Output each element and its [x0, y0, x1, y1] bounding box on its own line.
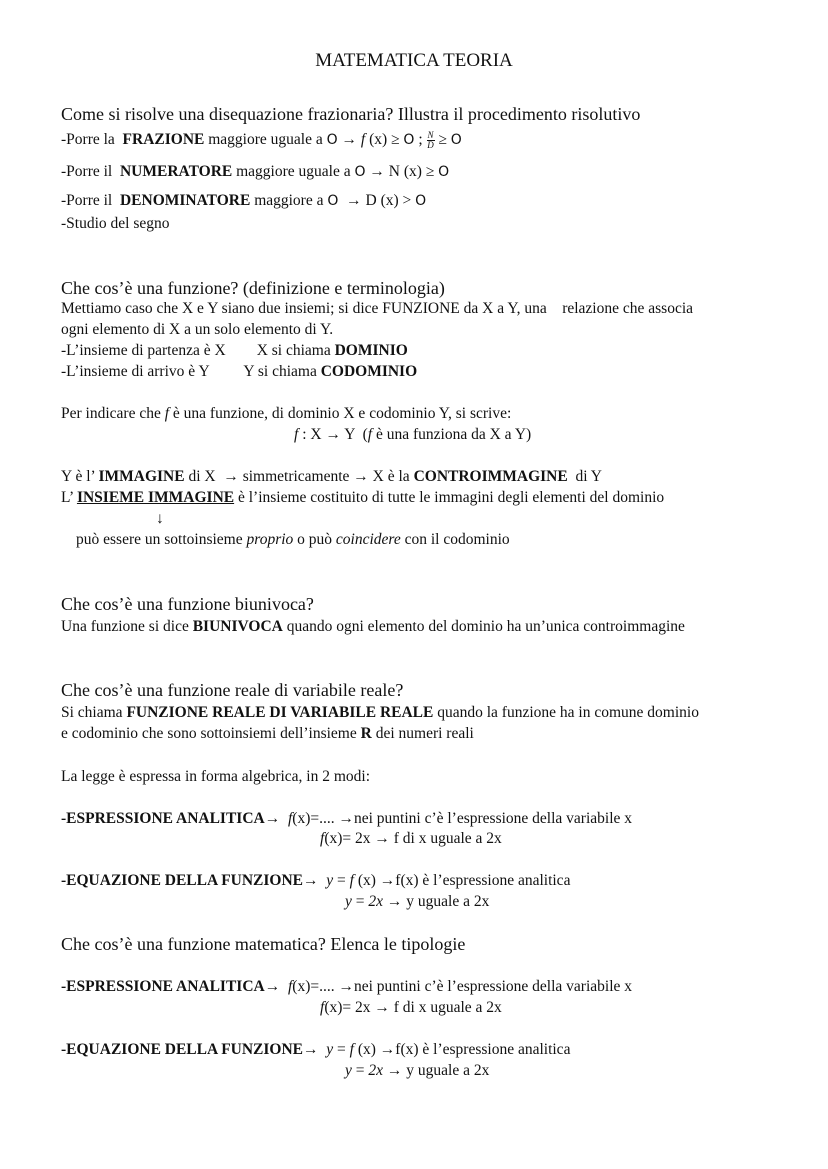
- text-segment: CONTROIMMAGINE: [413, 468, 568, 485]
- text-segment: 2x: [368, 1062, 384, 1079]
- text-segment: dei numeri reali: [371, 725, 474, 742]
- denominator: D: [427, 139, 434, 150]
- step-line: [61, 130, 462, 150]
- text-segment: con il codominio: [400, 531, 510, 548]
- formula-line: [320, 998, 502, 1018]
- step-line: [61, 191, 426, 211]
- text-segment: Una funzione si dice: [61, 618, 193, 635]
- text-segment: è una funziona da X a Y): [372, 426, 532, 443]
- text-segment: f: [164, 405, 170, 422]
- text-segment: (x)= 2x → f di x uguale a 2x: [324, 999, 502, 1016]
- text-segment: CODOMINIO: [320, 363, 418, 380]
- text-segment: f: [320, 999, 325, 1016]
- text-segment: f: [287, 978, 293, 995]
- text-segment: y: [345, 893, 352, 910]
- text-segment: → y uguale a 2x: [383, 1062, 490, 1079]
- text-segment: O: [327, 193, 339, 209]
- formula-line: [345, 892, 489, 912]
- formula-line: [345, 1061, 489, 1081]
- text-segment: O: [354, 164, 366, 180]
- text-segment: può essere un sottoinsieme: [76, 531, 247, 548]
- text-segment: di X → simmetricamente → X è la: [184, 468, 414, 485]
- text-segment: (x)=.... →nei puntini c’è l’espressione della variabile x: [292, 810, 633, 827]
- text-segment: coincidere: [335, 531, 401, 548]
- text-segment: Che cos’è una funzione reale di variabile reale?: [61, 680, 404, 700]
- text-segment: Per indicare che: [61, 405, 165, 422]
- text-segment: f: [349, 872, 354, 889]
- question-heading: [61, 934, 465, 954]
- text-segment: =: [333, 1041, 350, 1058]
- text-segment: (x) ≥: [365, 131, 404, 148]
- text-line: [61, 404, 511, 424]
- text-segment: -L’insieme di arrivo è Y Y si chiama: [61, 363, 321, 380]
- text-line: [61, 467, 602, 487]
- text-segment: -Porre il: [61, 192, 120, 209]
- page-title: MATEMATICA TEORIA: [315, 50, 513, 71]
- text-line: [61, 362, 417, 382]
- text-segment: Che cos’è una funzione? (definizione e terminologia): [61, 278, 445, 298]
- text-line: [61, 617, 685, 637]
- text-segment: =: [351, 1062, 369, 1079]
- text-segment: maggiore uguale a: [204, 131, 327, 148]
- text-segment: Y è l’: [61, 468, 99, 485]
- text-line: [61, 1040, 570, 1060]
- text-segment: f: [287, 810, 293, 827]
- text-line: [61, 871, 570, 891]
- text-segment: proprio: [246, 531, 294, 548]
- text-segment: -Porre il: [61, 163, 120, 180]
- text-line: [61, 299, 693, 319]
- text-segment: ogni elemento di X a un solo elemento di Y.: [61, 321, 334, 338]
- fraction: [427, 131, 435, 150]
- formula-line: [294, 425, 531, 445]
- text-segment: (x) →f(x) è l’espressione analitica: [353, 1041, 571, 1058]
- question-heading: [61, 278, 445, 298]
- text-segment: Che cos’è una funzione matematica? Elenca le tipologie: [61, 934, 466, 954]
- text-segment: ↓: [156, 510, 164, 527]
- text-segment: Come si risolve una disequazione frazionaria? Illustra il procedimento risolutivo: [61, 104, 641, 124]
- text-segment: O: [450, 132, 462, 148]
- down-arrow-icon: [156, 509, 164, 529]
- text-segment: La legge è espressa in forma algebrica, in 2 modi:: [61, 768, 371, 785]
- text-segment: f: [360, 131, 366, 148]
- text-segment: IMMAGINE: [98, 468, 185, 485]
- text-segment: f: [367, 426, 373, 443]
- text-segment: O: [326, 132, 338, 148]
- text-segment: [280, 810, 288, 827]
- text-segment: [280, 978, 288, 995]
- text-segment: maggiore a: [250, 192, 328, 209]
- text-segment: -Porre la: [61, 131, 123, 148]
- text-segment: y: [345, 1062, 352, 1079]
- text-segment: R: [360, 725, 372, 742]
- text-segment: f: [294, 426, 299, 443]
- text-segment: 2x: [368, 893, 384, 910]
- text-segment: f: [320, 830, 325, 847]
- text-segment: → N (x) ≥: [365, 163, 439, 180]
- text-line: [61, 977, 632, 997]
- text-line: [61, 488, 664, 508]
- text-segment: : X → Y (: [298, 426, 368, 443]
- text-segment: L’: [61, 489, 77, 506]
- text-segment: FRAZIONE: [122, 131, 205, 148]
- text-segment: FUNZIONE REALE DI VARIABILE REALE: [126, 704, 434, 721]
- text-segment: -ESPRESSIONE ANALITICA→: [61, 810, 281, 827]
- text-segment: (x)=.... →nei puntini c’è l’espressione della variabile x: [292, 978, 633, 995]
- text-segment: -L’insieme di partenza è X X si chiama: [61, 342, 335, 359]
- text-segment: Che cos’è una funzione biunivoca?: [61, 594, 314, 614]
- text-segment: di Y: [567, 468, 603, 485]
- text-segment: maggiore uguale a: [232, 163, 355, 180]
- text-segment: -EQUAZIONE DELLA FUNZIONE→: [61, 1041, 319, 1058]
- text-line: [61, 320, 333, 340]
- text-segment: →: [337, 131, 361, 148]
- formula-line: [320, 829, 502, 849]
- text-line: [76, 530, 510, 550]
- text-segment: O: [415, 193, 427, 209]
- question-heading: [61, 594, 314, 614]
- text-segment: ;: [414, 131, 427, 148]
- text-segment: quando la funzione ha in comune dominio: [433, 704, 699, 721]
- text-segment: INSIEME IMMAGINE: [76, 489, 235, 506]
- text-segment: O: [403, 132, 415, 148]
- text-line: [61, 809, 632, 829]
- text-segment: (x) →f(x) è l’espressione analitica: [353, 872, 571, 889]
- text-line: [61, 703, 699, 723]
- text-segment: O: [438, 164, 450, 180]
- text-line: [61, 724, 474, 744]
- text-segment: Si chiama: [61, 704, 127, 721]
- text-segment: Mettiamo caso che X e Y siano due insiemi; si dice FUNZIONE da X a Y, una relazione che associa: [61, 300, 694, 317]
- text-segment: è una funzione, di dominio X e codominio Y, si scrive:: [169, 405, 512, 422]
- text-segment: NUMERATORE: [119, 163, 233, 180]
- text-segment: e codominio che sono sottoinsiemi dell’insieme: [61, 725, 361, 742]
- question-heading: [61, 104, 640, 124]
- step-line: [61, 162, 449, 182]
- text-segment: -Studio del segno: [61, 215, 170, 232]
- text-segment: =: [351, 893, 369, 910]
- text-segment: -EQUAZIONE DELLA FUNZIONE→: [61, 872, 319, 889]
- text-segment: (x)= 2x → f di x uguale a 2x: [324, 830, 502, 847]
- text-segment: BIUNIVOCA: [192, 618, 283, 635]
- text-segment: DENOMINATORE: [119, 192, 251, 209]
- text-segment: y: [326, 872, 334, 889]
- text-segment: f: [349, 1041, 354, 1058]
- text-segment: ≥: [434, 131, 451, 148]
- text-segment: y: [326, 1041, 334, 1058]
- text-segment: DOMINIO: [334, 342, 408, 359]
- text-segment: -ESPRESSIONE ANALITICA→: [61, 978, 281, 995]
- text-segment: è l’insieme costituito di tutte le immagini degli elementi del dominio: [234, 489, 665, 506]
- step-line: [61, 214, 170, 234]
- text-line: [61, 767, 370, 787]
- text-line: [61, 341, 408, 361]
- text-segment: o può: [293, 531, 336, 548]
- text-segment: =: [333, 872, 350, 889]
- text-segment: → y uguale a 2x: [383, 893, 490, 910]
- text-segment: → D (x) >: [338, 192, 416, 209]
- question-heading: [61, 680, 403, 700]
- numerator: N: [427, 129, 434, 140]
- text-segment: quando ogni elemento del dominio ha un’unica controimmagine: [282, 618, 685, 635]
